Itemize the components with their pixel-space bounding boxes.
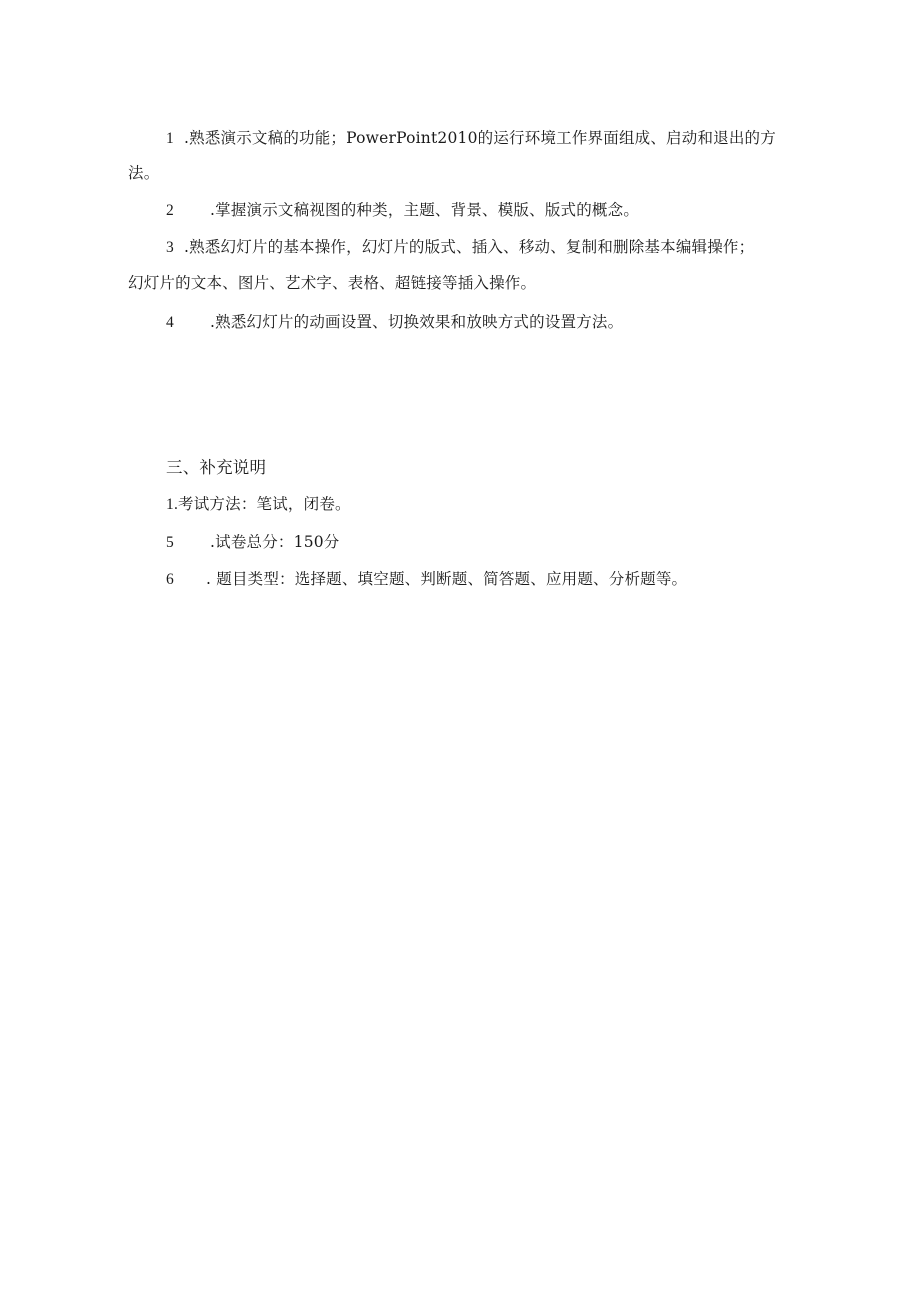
section-heading: 三、补充说明 <box>166 458 267 477</box>
list-item <box>166 200 639 221</box>
item-number: 5 <box>166 534 174 551</box>
item-text: .试卷总分：150分 <box>210 533 340 551</box>
item-number: 2 <box>166 202 174 219</box>
list-item-continuation <box>128 273 536 293</box>
item-text: .掌握演示文稿视图的种类，主题、背景、模版、版式的概念。 <box>210 201 640 219</box>
item-number: 1 <box>166 130 174 147</box>
item-text: 法。 <box>128 164 160 182</box>
item-number: 1. <box>166 496 179 513</box>
item-number: 3 <box>166 239 174 256</box>
item-text: .熟悉幻灯片的基本操作，幻灯片的版式、插入、移动、复制和删除基本编辑操作； <box>184 238 755 256</box>
item-text: 幻灯片的文本、图片、艺术字、表格、超链接等插入操作。 <box>128 274 537 292</box>
item-number: 4 <box>166 314 174 331</box>
list-item <box>166 569 687 590</box>
list-item-continuation <box>128 163 159 183</box>
list-item <box>166 532 340 553</box>
item-text: . 题目类型：选择题、填空题、判断题、简答题、应用题、分析题等。 <box>206 570 688 588</box>
list-item <box>166 494 351 515</box>
list-item <box>166 128 776 149</box>
item-text: 考试方法：笔试，闭卷。 <box>178 495 351 513</box>
item-number: 6 <box>166 571 174 588</box>
item-text: .熟悉演示文稿的功能；PowerPoint2010的运行环境工作界面组成、启动和退出的方 <box>184 129 776 147</box>
list-item <box>166 237 754 258</box>
list-item <box>166 312 623 333</box>
item-text: .熟悉幻灯片的动画设置、切换效果和放映方式的设置方法。 <box>210 313 624 331</box>
